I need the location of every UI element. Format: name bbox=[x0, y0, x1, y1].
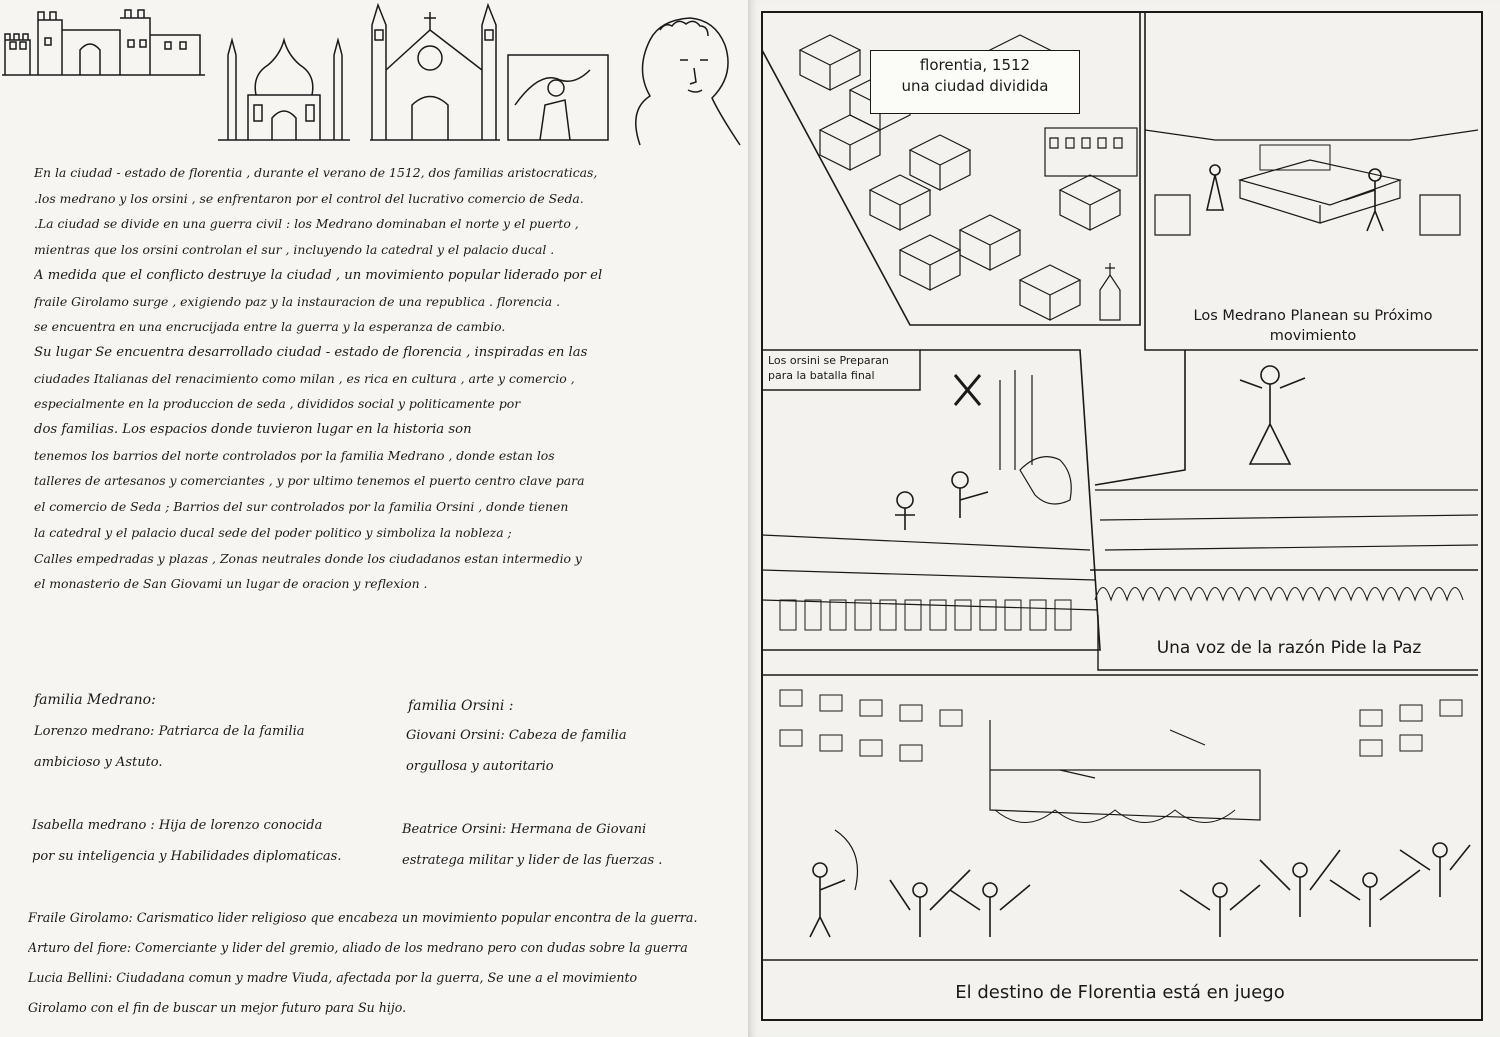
character-isabella bbox=[32, 810, 392, 872]
character-beatrice bbox=[402, 814, 732, 876]
character-lorenzo bbox=[34, 716, 374, 778]
landmark-drawings bbox=[0, 0, 748, 150]
panel-orsini bbox=[762, 350, 1100, 650]
panel-peace bbox=[1090, 350, 1478, 670]
story-line: fraile Girolamo surge , exigiendo paz y la instauracion de una republica . florencia . bbox=[34, 293, 561, 309]
character-line: Fraile Girolamo: Carismatico lider religioso que encabeza un movimiento popular encontra de la guerra. bbox=[28, 910, 698, 925]
other-characters bbox=[28, 903, 743, 1023]
story-line: ciudades Italianas del renacimiento como milan , es rica en cultura , arte y comercio , bbox=[34, 370, 575, 386]
panel2-caption bbox=[1148, 302, 1478, 350]
character-line: Lorenzo medrano: Patriarca de la familia bbox=[34, 724, 305, 739]
cathedral-drawing bbox=[370, 5, 500, 140]
character-line: Isabella medrano : Hija de lorenzo conocida bbox=[32, 818, 323, 833]
panel2-caption-line1: Los Medrano Planean su Próximo bbox=[1193, 308, 1433, 324]
duomo-drawing bbox=[218, 40, 350, 140]
character-line: Lucia Bellini: Ciudadana comun y madre Viuda, afectada por la guerra, Se une a el movimiento bbox=[28, 970, 638, 985]
story-line: la catedral y el palacio ducal sede del poder politico y simboliza la nobleza ; bbox=[34, 524, 512, 540]
character-line: estratega militar y lider de las fuerzas . bbox=[402, 853, 663, 868]
story-line: especialmente en la produccion de seda , divididos social y politicamente por bbox=[34, 396, 521, 412]
story-line: talleres de artesanos y comerciantes , y por ultimo tenemos el puerto centro clave para bbox=[34, 473, 585, 489]
panel5-caption: El destino de Florentia está en juego bbox=[955, 982, 1285, 1003]
panel4-caption: Una voz de la razón Pide la Paz bbox=[1156, 638, 1422, 658]
panel3-caption bbox=[764, 351, 920, 389]
character-line: Arturo del fiore: Comerciante y lider del gremio, aliado de los medrano pero con dudas sobre la guerra bbox=[28, 940, 688, 955]
character-line: orgullosa y autoritario bbox=[406, 759, 554, 774]
castle-drawing bbox=[2, 10, 205, 75]
panel-battle bbox=[762, 675, 1478, 960]
story-line: dos familias. Los espacios donde tuvieron lugar en la historia son bbox=[34, 422, 472, 438]
story-line: el monasterio de San Giovami un lugar de oracion y reflexion . bbox=[34, 576, 428, 592]
story-line: mientras que los orsini controlan el sur , incluyendo la catedral y el palacio ducal . bbox=[34, 242, 555, 258]
panel-planning bbox=[1145, 12, 1478, 350]
story-line: En la ciudad - estado de florentia , durante el verano de 1512, dos familias aristocraticas, bbox=[34, 165, 598, 180]
panel3-caption-line2: para la batalla final bbox=[768, 369, 875, 382]
panel1-caption-line2: una ciudad dividida bbox=[901, 77, 1049, 95]
fresco-drawing bbox=[508, 55, 608, 140]
character-line: Girolamo con el fin de buscar un mejor futuro para Su hijo. bbox=[28, 1000, 407, 1015]
character-giovani bbox=[406, 720, 726, 782]
panel2-caption-line2: movimiento bbox=[1269, 328, 1357, 344]
character-line: ambicioso y Astuto. bbox=[34, 755, 163, 770]
medrano-heading: familia Medrano: bbox=[34, 692, 156, 708]
story-line: tenemos los barrios del norte controlados por la familia Medrano , donde estan los bbox=[34, 447, 555, 463]
comic-panels bbox=[760, 10, 1485, 1022]
comic-page bbox=[760, 10, 1485, 1022]
story-line: A medida que el conflicto destruye la ciudad , un movimiento popular liderado por el bbox=[34, 267, 603, 283]
panel1-caption-line1: florentia, 1512 bbox=[919, 56, 1031, 74]
david-bust-drawing bbox=[636, 18, 740, 145]
story-text bbox=[34, 160, 724, 597]
character-line: Beatrice Orsini: Hermana de Giovani bbox=[402, 822, 647, 837]
story-line: .La ciudad se divide en una guerra civil : los Medrano dominaban el norte y el puerto , bbox=[34, 216, 579, 232]
story-line: Su lugar Se encuentra desarrollado ciudad - estado de florencia , inspiradas en las bbox=[34, 344, 588, 360]
story-line: .los medrano y los orsini , se enfrentaron por el control del lucrativo comercio de Seda. bbox=[34, 190, 584, 206]
left-page bbox=[0, 0, 748, 1037]
panel3-caption-line1: Los orsini se Preparan bbox=[768, 354, 889, 367]
character-line: por su inteligencia y Habilidades diplomaticas. bbox=[32, 849, 342, 864]
character-line: Giovani Orsini: Cabeza de familia bbox=[406, 728, 627, 743]
panel1-caption bbox=[870, 50, 1080, 114]
orsini-heading: familia Orsini : bbox=[408, 698, 514, 714]
story-line: Calles empedradas y plazas , Zonas neutrales donde los ciudadanos estan intermedio y bbox=[34, 550, 582, 566]
story-line: el comercio de Seda ; Barrios del sur controlados por la familia Orsini , donde tienen bbox=[34, 499, 569, 515]
story-line: se encuentra en una encrucijada entre la guerra y la esperanza de cambio. bbox=[34, 319, 506, 335]
